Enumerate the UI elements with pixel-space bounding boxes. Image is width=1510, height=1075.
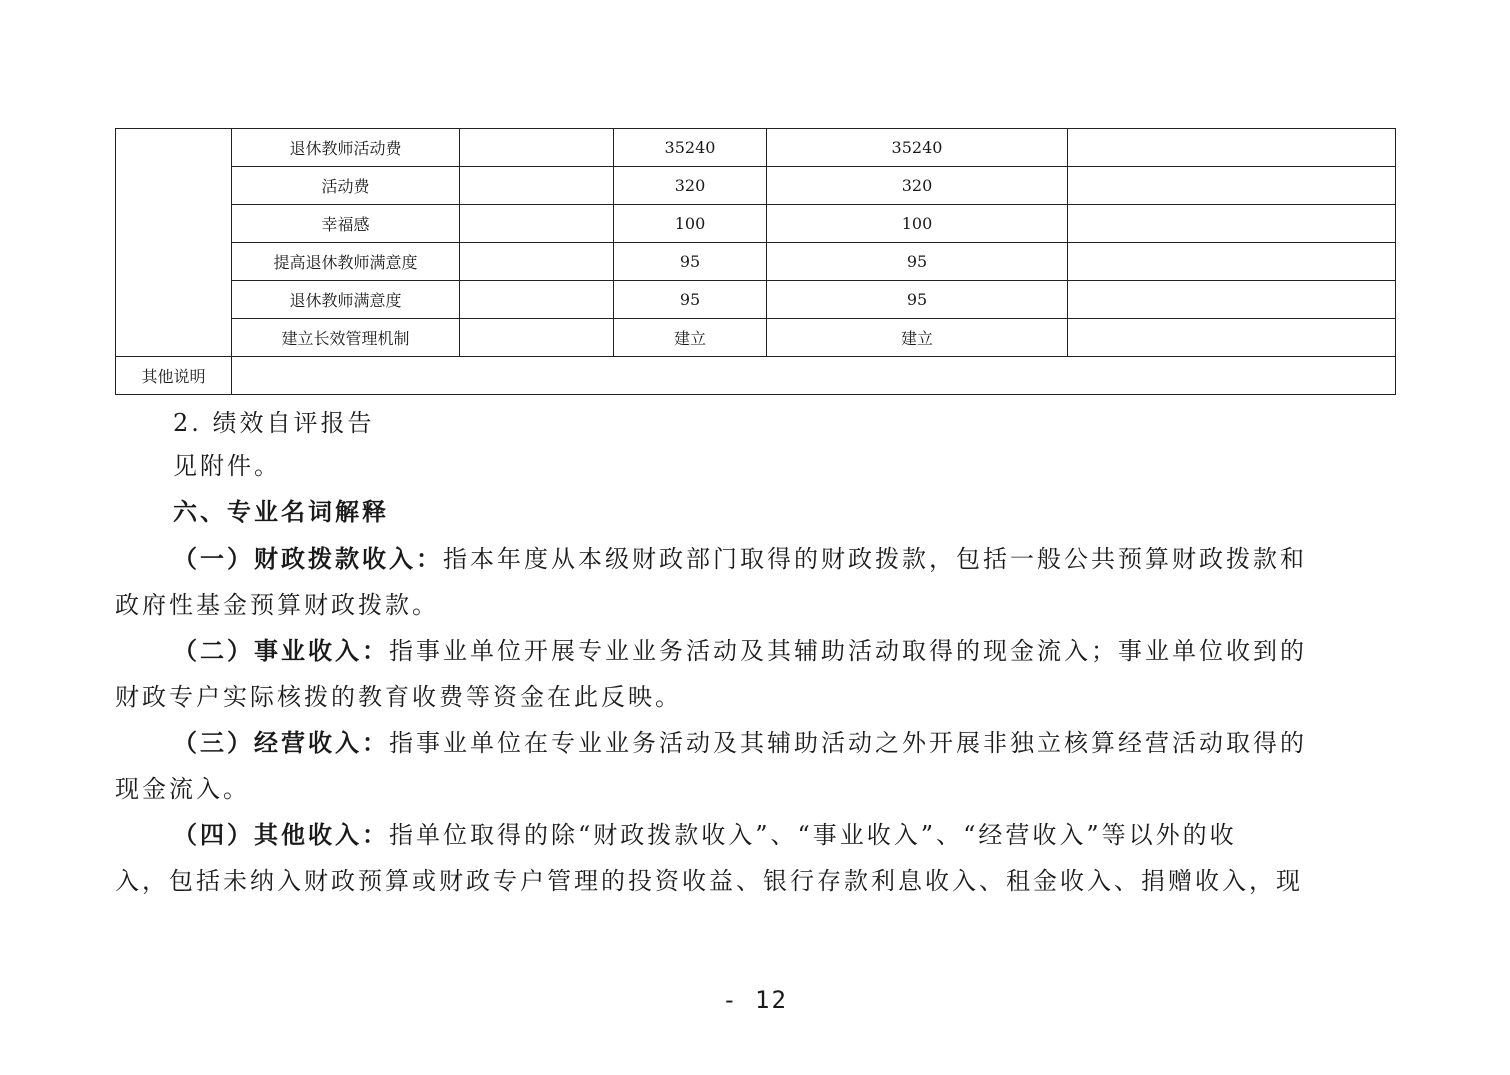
indicator-col2: [460, 129, 614, 167]
indicator-remark: [1068, 243, 1396, 281]
indicator-remark: [1068, 281, 1396, 319]
indicator-remark: [1068, 319, 1396, 357]
indicator-col2: [460, 243, 614, 281]
note-label: 其他说明: [116, 357, 232, 395]
section-2-text: 见附件。: [173, 452, 281, 480]
indicator-actual: 100: [767, 205, 1068, 243]
item-1-text: 指本年度从本级财政部门取得的财政拨款，包括一般公共预算财政拨款和: [443, 545, 1307, 573]
item-2-first-line: [173, 629, 1307, 673]
indicator-target: 建立: [614, 319, 767, 357]
page-number: - 12: [722, 986, 788, 1014]
item-1-second-line: 政府性基金预算财政拨款。: [115, 591, 439, 619]
indicator-remark: [1068, 129, 1396, 167]
indicator-actual: 35240: [767, 129, 1068, 167]
item-1-term: （一）财政拨款收入：: [173, 544, 443, 573]
item-3-text: 指事业单位在专业业务活动及其辅助活动之外开展非独立核算经营活动取得的: [389, 729, 1307, 757]
indicator-target: 95: [614, 243, 767, 281]
item-1-first-line: [173, 537, 1307, 581]
indicator-target: 95: [614, 281, 767, 319]
indicator-target: 100: [614, 205, 767, 243]
indicator-target: 35240: [614, 129, 767, 167]
item-4-text: 指单位取得的除“财政拨款收入”、“事业收入”、“经营收入”等以外的收: [389, 821, 1237, 849]
table-row: [116, 281, 1396, 319]
indicator-name: 退休教师活动费: [232, 129, 460, 167]
indicator-name: 退休教师满意度: [232, 281, 460, 319]
indicator-name: 活动费: [232, 167, 460, 205]
indicator-col2: [460, 281, 614, 319]
indicator-actual: 95: [767, 243, 1068, 281]
item-4-term: （四）其他收入：: [173, 820, 389, 849]
table-row: [116, 205, 1396, 243]
indicator-name: 提高退休教师满意度: [232, 243, 460, 281]
indicator-name: 建立长效管理机制: [232, 319, 460, 357]
indicator-col2: [460, 205, 614, 243]
indicator-actual: 320: [767, 167, 1068, 205]
table-row: [116, 129, 1396, 167]
item-2-second-line: 财政专户实际核拨的教育收费等资金在此反映。: [115, 683, 682, 711]
table-row-note: [116, 357, 1396, 395]
section-2-heading: 2. 绩效自评报告: [173, 409, 375, 437]
item-4-second-line: 入，包括未纳入财政预算或财政专户管理的投资收益、银行存款利息收入、租金收入、捐赠收入，现: [115, 867, 1303, 895]
performance-table: [115, 128, 1396, 395]
indicator-col2: [460, 167, 614, 205]
table-row: [116, 167, 1396, 205]
performance-table-container: [115, 128, 1395, 395]
indicator-name: 幸福感: [232, 205, 460, 243]
indicator-col2: [460, 319, 614, 357]
indicator-target: 320: [614, 167, 767, 205]
indicator-actual: 95: [767, 281, 1068, 319]
item-2-term: （二）事业收入：: [173, 636, 389, 665]
section-6-heading: 六、专业名词解释: [173, 497, 389, 526]
item-3-term: （三）经营收入：: [173, 728, 389, 757]
table-row: [116, 319, 1396, 357]
item-3-second-line: 现金流入。: [115, 775, 250, 803]
merged-category-cell: [116, 129, 232, 357]
indicator-actual: 建立: [767, 319, 1068, 357]
item-2-text: 指事业单位开展专业业务活动及其辅助活动取得的现金流入；事业单位收到的: [389, 637, 1307, 665]
note-value: [232, 357, 1396, 395]
indicator-remark: [1068, 167, 1396, 205]
table-row: [116, 243, 1396, 281]
item-3-first-line: [173, 721, 1307, 765]
indicator-remark: [1068, 205, 1396, 243]
item-4-first-line: [173, 813, 1237, 857]
